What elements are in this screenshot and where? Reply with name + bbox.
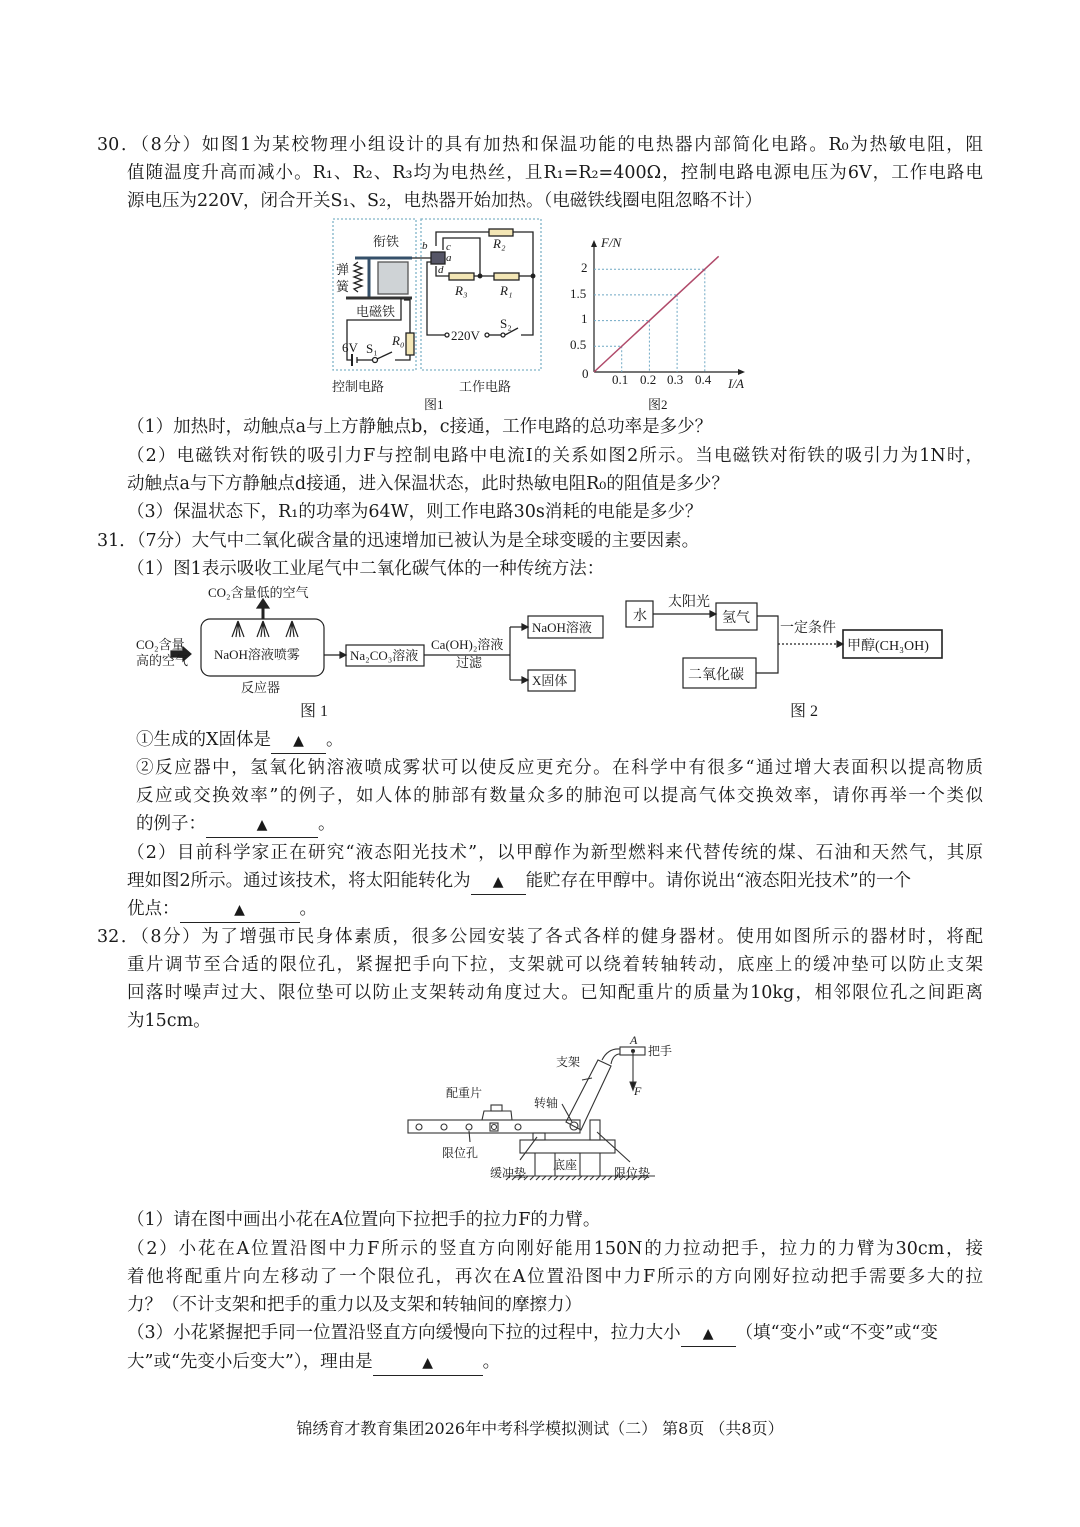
x-axis-label: I/A	[728, 376, 744, 391]
electromagnet-coil	[378, 262, 408, 294]
q31-part1b-text: 的例子：	[136, 814, 206, 834]
label-limit-hole: 限位孔	[442, 1146, 479, 1160]
label-x-solid: X固体	[532, 673, 568, 688]
label-high-co2-air-1: CO₂含量	[136, 637, 185, 652]
label-methanol: 甲醇(CH₃OH)	[847, 639, 929, 654]
label-hydrogen: 氢气	[722, 611, 750, 626]
q32-line-1: 32．（8分）为了增强市民身体素质，很多公园安装了各式各样的健身器材。使用如图所示的器材时，将配	[97, 927, 983, 947]
page-footer: 锦绣育才教育集团2026年中考科学模拟测试（二） 第8页 （共8页）	[296, 1419, 784, 1438]
label-buffer-pad: 缓冲垫	[490, 1166, 527, 1180]
label-battery: 6V	[342, 340, 358, 355]
q32-sub-3-reason: 大”或“先变小后变大”），理由是	[127, 1352, 373, 1372]
q31-part2-line-1: （2）目前科学家正在研究“液态阳光技术”，以甲醇作为新型燃料来代替传统的煤、石油和天然气，其原	[127, 843, 983, 863]
y-tick: 1.5	[570, 286, 587, 301]
graph-line	[594, 256, 719, 372]
label-stop-pad: 限位垫	[614, 1166, 651, 1180]
label-counterweight: 配重片	[446, 1086, 483, 1100]
label-base: 底座	[553, 1158, 578, 1172]
q31-line-1: 31．（7分）大气中二氧化碳含量的迅速增加已被认为是全球变暖的主要因素。	[97, 531, 700, 551]
y-tick: 1	[581, 311, 588, 326]
q32-sub-3-end: 。	[482, 1352, 501, 1372]
q31-part2-text: 理如图2所示。通过该技术，将太阳能转化为	[127, 871, 471, 891]
label-spring-2: 簧	[336, 279, 350, 294]
label-naoh-solution: NaOH溶液	[532, 620, 592, 635]
label-b: b	[422, 240, 428, 252]
origin-label: 0	[582, 366, 589, 381]
q30-sub-2: （2）电磁铁对衔铁的吸引力F与控制电路中电流I的关系如图2所示。当电磁铁对衔铁的吸引力为1N时，	[127, 446, 983, 466]
q31-part2-line-3	[127, 897, 317, 923]
fig1-caption: 图1	[424, 397, 444, 412]
label-point-a: A	[630, 1033, 638, 1047]
x-tick: 0.1	[612, 372, 629, 387]
label-r3: R₃	[455, 283, 468, 298]
label-filter: 过滤	[456, 655, 483, 670]
q32-line-2: 重片调节至合适的限位孔，紧握把手向下拉，支架就可以绕着转轴转动，底座上的缓冲垫可以防止支架	[127, 955, 983, 975]
q32-sub-3-text: （3）小花紧握把手同一位置沿竖直方向缓慢向下拉的过程中，拉力大小	[127, 1323, 681, 1343]
label-d: d	[438, 264, 444, 276]
label-electromagnet: 电磁铁	[356, 304, 396, 319]
answer-blank[interactable]: ▲	[471, 870, 526, 895]
resistor-r1	[494, 273, 519, 280]
label-reactor: 反应器	[241, 680, 281, 695]
label-co2: 二氧化碳	[688, 668, 744, 683]
answer-blank[interactable]: ▲	[681, 1322, 736, 1347]
label-caoh2: Ca(OH)₂溶液	[431, 637, 504, 652]
q31-part1b-line-1: ②反应器中，氢氧化钠溶液喷成雾状可以使反应更充分。在科学中有很多“通过增大表面积以提高物质	[136, 758, 983, 778]
q31-part1b-end: 。	[318, 814, 336, 834]
answer-blank[interactable]: ▲	[180, 898, 300, 923]
q31-part1a-end: 。	[325, 730, 344, 750]
q32-sub-3-line-2	[127, 1350, 500, 1376]
label-sunlight: 太阳光	[668, 595, 710, 610]
label-s1: S₁	[366, 341, 378, 356]
x-tick: 0.3	[667, 372, 684, 387]
q30-sub-1: （1）加热时，动触点a与上方静触点b，c接通，工作电路的总功率是多少？	[127, 417, 713, 437]
label-pivot: 转轴	[534, 1096, 559, 1110]
q32-sub-2: （2）小花在A位置沿图中力F所示的竖直方向刚好能用150N的力拉动把手，拉力的力臂为30cm，接	[127, 1239, 983, 1259]
q30-line-3: 源电压为220V，闭合开关S₁、S₂，电热器开始加热。（电磁铁线圈电阻忽略不计）	[127, 191, 763, 211]
x-tick: 0.4	[695, 372, 712, 387]
q32-sub-1: （1）请在图中画出小花在A位置向下拉把手的拉力F的力臂。	[127, 1210, 601, 1230]
q32-sub-3-options: （填“变小”或“不变”或“变	[735, 1323, 938, 1343]
q32-sub-2-end: 力？（不计支架和把手的重力以及支架和转轴间的摩擦力）	[127, 1295, 582, 1315]
y-tick: 2	[581, 260, 588, 275]
label-r1: R₁	[500, 283, 513, 298]
q31-line-2: （1）图1表示吸收工业尾气中二氧化碳气体的一种传统方法：	[127, 559, 605, 579]
resistor-r2	[489, 229, 513, 236]
label-r2: R₂	[493, 236, 506, 251]
q31-fig2-caption: 图 2	[790, 703, 819, 720]
label-work-circuit: 工作电路	[459, 379, 512, 394]
label-s2: S₂	[500, 316, 512, 331]
q31-part2-line-2	[127, 869, 911, 895]
label-na2co3: Na₂CO₃溶液	[350, 648, 419, 663]
label-naoh-spray: NaOH溶液喷雾	[214, 647, 300, 662]
q32-line-3: 回落时噪声过大、限位垫可以防止支架转动角度过大。已知配重片的质量为10kg，相邻限位孔之间距离	[127, 983, 983, 1003]
label-armature: 衔铁	[373, 234, 400, 249]
q32-sub-2-cont: 着他将配重片向左移动了一个限位孔，再次在A位置沿图中力F所示的方向刚好拉动把手需要多大的拉	[127, 1267, 983, 1287]
q31-part1a-text: ①生成的X固体是	[136, 730, 271, 750]
q31-fig1-caption: 图 1	[300, 703, 329, 720]
q31-part1b-line-2: 反应或交换效率”的例子，如人体的肺部有数量众多的肺泡可以提高气体交换效率，请你再举一个类似	[136, 786, 983, 806]
q32-sub-3	[127, 1321, 938, 1347]
q30-sub-2-cont: 动触点a与下方静触点d接通，进入保温状态，此时热敏电阻R₀的阻值是多少？	[127, 474, 729, 494]
answer-blank[interactable]: ▲	[373, 1351, 483, 1376]
fig2-caption: 图2	[648, 397, 668, 412]
label-c: c	[446, 241, 451, 253]
label-a: a	[446, 252, 452, 264]
label-r0: R₀	[392, 333, 405, 348]
label-high-co2-air-2: 高的空气	[136, 653, 189, 668]
y-tick: 0.5	[570, 337, 587, 352]
q30-force-current-graph	[570, 235, 745, 412]
y-axis-label: F/N	[601, 235, 622, 250]
q32-line-4: 为15cm。	[127, 1011, 211, 1031]
q32-fitness-device-figure	[408, 1047, 655, 1180]
label-low-co2-air: CO₂含量低的空气	[208, 585, 309, 600]
x-tick: 0.2	[640, 372, 657, 387]
resistor-r3	[449, 273, 474, 280]
label-bracket: 支架	[556, 1055, 581, 1069]
label-spring: 弹	[336, 262, 350, 277]
answer-blank[interactable]: ▲	[271, 729, 326, 754]
label-condition: 一定条件	[780, 621, 836, 636]
q30-line-2: 值随温度升高而减小。R₁、R₂、R₃均为电热丝，且R₁=R₂=400Ω，控制电路电源电压为6V，工作电路电	[127, 163, 983, 183]
label-control-circuit: 控制电路	[332, 379, 385, 394]
q31-part2-end: 。	[299, 899, 317, 919]
q31-part2-text-cont: 能贮存在甲醇中。请你说出“液态阳光技术”的一个	[525, 871, 912, 891]
label-220v: 220V	[451, 328, 480, 343]
q30-sub-3: （3）保温状态下，R₁的功率为64W，则工作电路30s消耗的电能是多少？	[127, 502, 703, 522]
answer-blank[interactable]: ▲	[206, 813, 318, 838]
q31-part1a	[136, 728, 343, 754]
label-handle: 把手	[648, 1044, 673, 1058]
q31-part2-advantage: 优点：	[127, 899, 180, 919]
q30-line-1: 30．（8分）如图1为某校物理小组设计的具有加热和保温功能的电热器内部简化电路。R₀为热敏电阻，阻	[97, 135, 983, 155]
label-water: 水	[633, 609, 647, 624]
label-force-f: F	[634, 1084, 642, 1098]
q31-part1b-line-3	[136, 812, 336, 838]
